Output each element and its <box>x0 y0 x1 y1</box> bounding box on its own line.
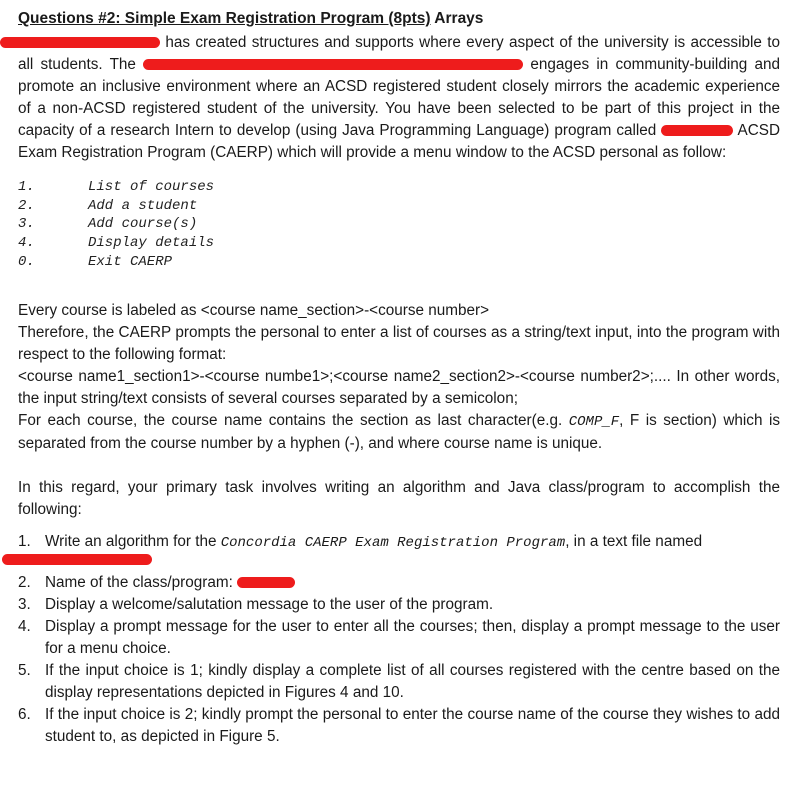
redaction-mark <box>143 59 523 70</box>
menu-number: 0. <box>18 253 35 270</box>
task-number: 5. <box>18 661 31 679</box>
task-text: Display a prompt message for the user to enter all the courses; then, display a prompt message to the user for a menu choice. <box>45 617 780 657</box>
intro-text-1: has created structures and supports where every aspect of the university is accessible to all students. The <box>18 34 780 73</box>
code-example: COMP_F <box>568 413 620 430</box>
menu-row <box>18 215 780 234</box>
menu-label: Add course(s) <box>88 216 198 233</box>
task-text-part: , in a text file named <box>565 532 703 550</box>
menu-row <box>18 178 780 197</box>
menu-label: Add a student <box>88 197 198 214</box>
menu-row <box>18 253 780 272</box>
menu-number: 2. <box>18 197 35 214</box>
task-text-part: Name of the class/program: <box>45 573 233 591</box>
task-item <box>18 572 780 594</box>
redaction-mark <box>0 37 160 48</box>
document-page <box>18 8 780 748</box>
task-text-part: Write an algorithm for the <box>45 532 221 550</box>
intro-paragraph <box>18 32 780 164</box>
task-text: If the input choice is 1; kindly display a complete list of all courses registered with the centre based on the display representations depicted in Figures 4 and 10. <box>45 661 780 701</box>
menu-label: List of courses <box>88 179 215 195</box>
format-text: For each course, the course name contains the section as last character(e.g. <box>18 411 569 429</box>
redaction-mark <box>237 577 295 588</box>
task-item <box>18 531 780 554</box>
menu-number: 3. <box>18 216 35 233</box>
menu-listing <box>18 178 780 272</box>
menu-row <box>18 197 780 216</box>
question-heading <box>18 8 780 30</box>
redaction-mark <box>661 125 733 136</box>
task-list <box>18 531 780 748</box>
menu-label: Exit CAERP <box>88 253 173 270</box>
menu-row <box>18 234 780 253</box>
task-item <box>18 660 780 704</box>
format-text: , F is section) which is separated from the course number by a hyphen (-), and where course name is unique. <box>18 411 781 452</box>
task-item <box>18 616 780 660</box>
menu-number: 4. <box>18 235 35 252</box>
task-number: 2. <box>18 573 31 591</box>
task-text: If the input choice is 2; kindly prompt the personal to enter the course name of the course they wishes to add student to, as depicted in Figure 5. <box>45 705 780 745</box>
format-line: Therefore, the CAERP prompts the personal to enter a list of courses as a string/text input, into the program with respect to the following format: <box>18 323 780 363</box>
intro-text-2: engages in community-building and promote an inclusive environment where an ACSD registered student closely mirrors the academic experience of a non-ACSD registered student of the university. You have been selected to be part of this project in the capacity of a research Intern to develop (using Java Programming Language) program called <box>18 56 781 139</box>
menu-number: 1. <box>18 179 35 195</box>
task-number: 6. <box>18 705 31 723</box>
question-title: Questions #2: Simple Exam Registration Program (8pts) <box>18 10 431 27</box>
format-section <box>18 300 780 455</box>
menu-label: Display details <box>88 235 215 252</box>
redaction-mark <box>2 554 152 565</box>
task-text: Display a welcome/salutation message to the user of the program. <box>45 595 494 613</box>
redaction-row <box>18 554 780 572</box>
format-line <box>18 410 780 455</box>
code-example: Concordia CAERP Exam Registration Program <box>220 534 566 551</box>
task-item <box>18 594 780 616</box>
task-number: 3. <box>18 595 31 613</box>
question-topic: Arrays <box>430 10 484 27</box>
task-text <box>45 572 780 594</box>
task-intro: In this regard, your primary task involves writing an algorithm and Java class/program to accomplish the following: <box>18 478 780 518</box>
task-text <box>45 531 780 554</box>
task-number: 1. <box>18 532 31 550</box>
format-line: <course name1_section1>-<course numbe1>;<course name2_section2>-<course number2>;.... In other words, the input string/text consists of several courses separated by a semicolon; <box>18 367 780 407</box>
task-item <box>18 704 780 748</box>
task-number: 4. <box>18 617 31 635</box>
intro-text-3: ACSD Exam Registration Program (CAERP) which will provide a menu window to the ACSD personal as follow: <box>18 122 781 161</box>
format-line: Every course is labeled as <course name_section>-<course number> <box>18 301 490 319</box>
